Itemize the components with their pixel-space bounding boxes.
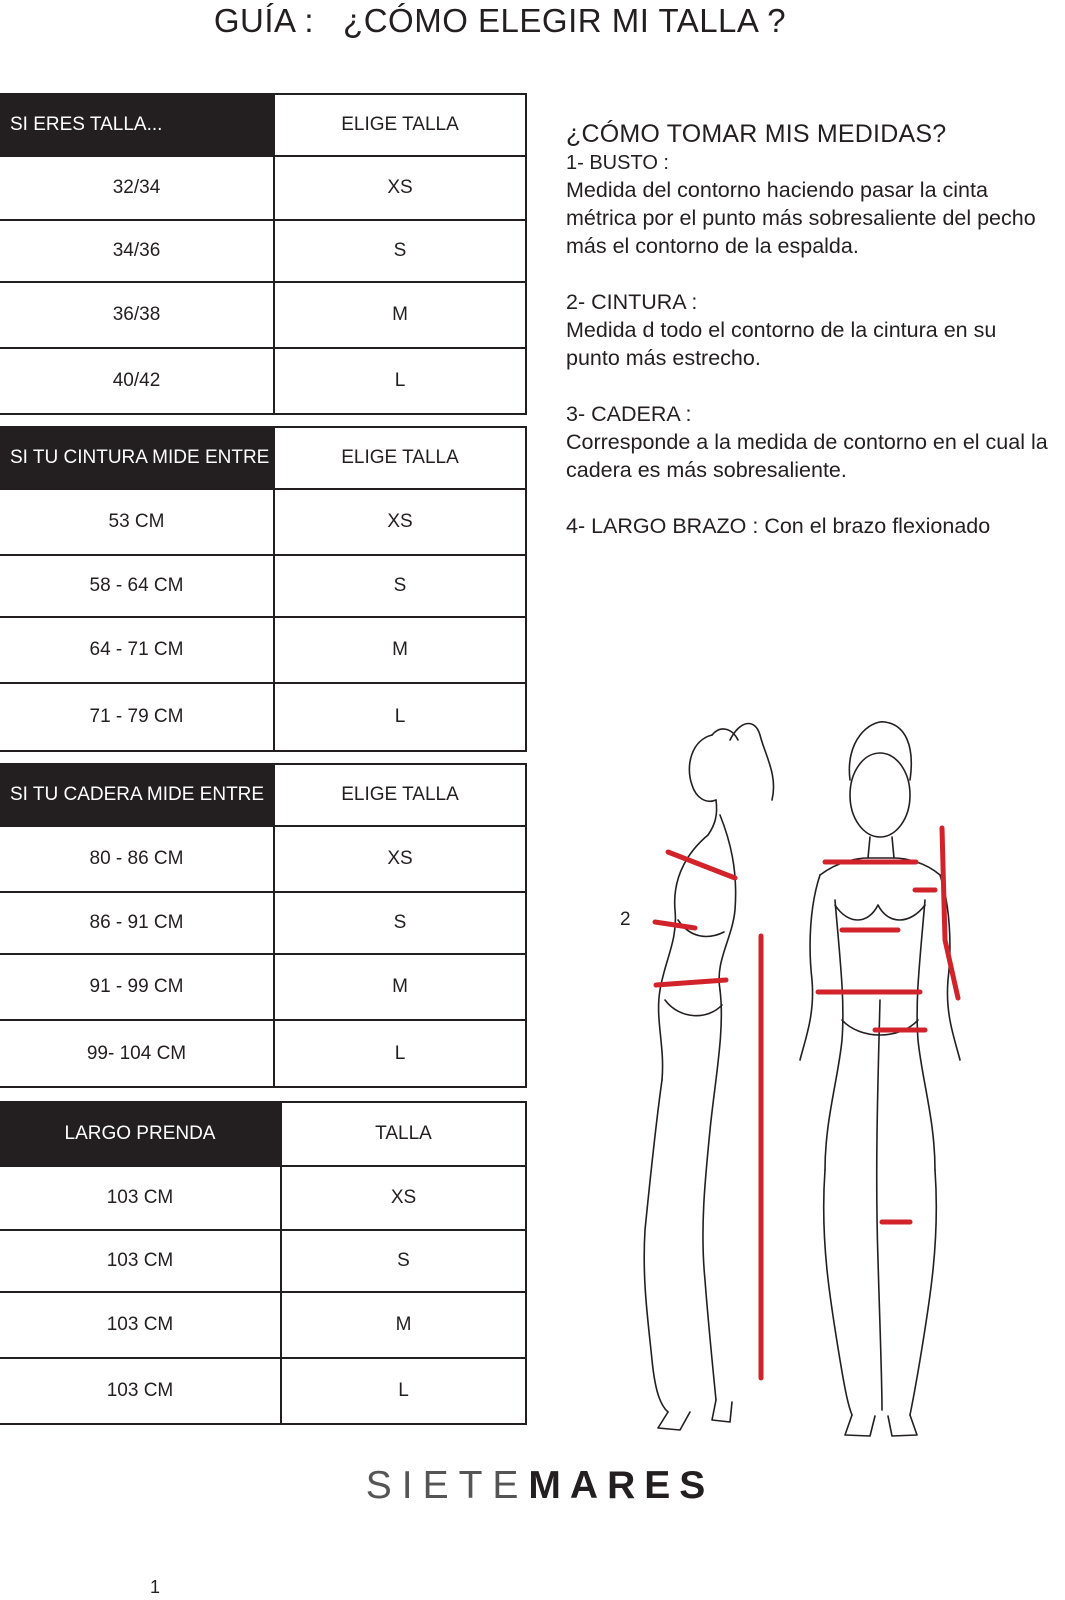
table-cell: M (281, 1292, 526, 1358)
table-row (0, 954, 526, 1020)
table-header-cell: ELIGE TALLA (274, 764, 526, 826)
table-cell: XS (274, 489, 526, 555)
table-row (0, 1166, 526, 1230)
table-cell: M (274, 282, 526, 348)
table-cell: L (274, 683, 526, 751)
table-cell: L (274, 348, 526, 414)
table-header-row (0, 427, 526, 489)
table-row (0, 220, 526, 282)
table-row (0, 1230, 526, 1292)
table-cell: S (274, 220, 526, 282)
table-cell: L (274, 1020, 526, 1087)
hip-title: 3- CADERA : (566, 402, 692, 426)
table-row (0, 156, 526, 220)
brand-logo (360, 1460, 720, 1512)
table-header-cell: ELIGE TALLA (274, 94, 526, 156)
length-table (0, 1101, 527, 1425)
table-row (0, 555, 526, 617)
brand-light: SIETE (365, 1464, 529, 1507)
table-cell: 40/42 (0, 348, 274, 414)
table-header-cell: TALLA (281, 1102, 526, 1166)
figure-label: 2 (620, 909, 631, 930)
table-cell: 80 - 86 CM (0, 826, 274, 892)
table-cell: S (281, 1230, 526, 1292)
table-row (0, 1292, 526, 1358)
table-header-row (0, 764, 526, 826)
arm-text: 4- LARGO BRAZO : Con el brazo flexionado (566, 514, 991, 538)
table-row (0, 617, 526, 683)
table-cell: 99- 104 CM (0, 1020, 274, 1087)
table-row (0, 892, 526, 954)
waist-text: Medida d todo el contorno de la cintura en su punto más estrecho. (566, 318, 997, 370)
table-header-cell: SI TU CADERA MIDE ENTRE (0, 764, 274, 826)
waist-table (0, 426, 527, 752)
table-row (0, 1020, 526, 1087)
table-row (0, 489, 526, 555)
table-cell: 58 - 64 CM (0, 555, 274, 617)
table-cell: 53 CM (0, 489, 274, 555)
table-cell: 103 CM (0, 1292, 281, 1358)
table-header-cell: ELIGE TALLA (274, 427, 526, 489)
table-cell: 71 - 79 CM (0, 683, 274, 751)
brand-bold: MARES (528, 1464, 715, 1507)
table-cell: 34/36 (0, 220, 274, 282)
table-cell: XS (274, 156, 526, 220)
table-header-row (0, 1102, 526, 1166)
size-table (0, 93, 527, 415)
table-cell: 64 - 71 CM (0, 617, 274, 683)
table-header-cell: LARGO PRENDA (0, 1102, 281, 1166)
bust-text: Medida del contorno haciendo pasar la cinta métrica por el punto más sobresaliente del pecho más el contorno de la espalda. (566, 178, 1036, 258)
table-header-cell: SI ERES TALLA... (0, 94, 274, 156)
table-cell: 103 CM (0, 1230, 281, 1292)
table-cell: 103 CM (0, 1358, 281, 1424)
table-cell: L (281, 1358, 526, 1424)
table-row (0, 826, 526, 892)
page-title: GUÍA : ¿CÓMO ELEGIR MI TALLA ? (213, 2, 787, 39)
bust-title: 1- BUSTO : (566, 152, 669, 174)
table-row (0, 1358, 526, 1424)
table-cell: 36/38 (0, 282, 274, 348)
hip-text: Corresponde a la medida de contorno en el cual la cadera es más sobresaliente. (566, 430, 1048, 482)
table-header-row (0, 94, 526, 156)
page-number: 1 (150, 1577, 161, 1597)
table-cell: S (274, 892, 526, 954)
waist-title: 2- CINTURA : (566, 290, 698, 314)
table-cell: M (274, 617, 526, 683)
hip-table (0, 763, 527, 1088)
table-cell: XS (281, 1166, 526, 1230)
table-cell: S (274, 555, 526, 617)
table-cell: 86 - 91 CM (0, 892, 274, 954)
body-measure-illustration (620, 700, 1020, 1445)
table-cell: 91 - 99 CM (0, 954, 274, 1020)
table-cell: 103 CM (0, 1166, 281, 1230)
table-cell: 32/34 (0, 156, 274, 220)
measure-heading: ¿CÓMO TOMAR MIS MEDIDAS? (566, 120, 947, 148)
table-row (0, 683, 526, 751)
table-header-cell: SI TU CINTURA MIDE ENTRE (0, 427, 274, 489)
table-cell: XS (274, 826, 526, 892)
table-cell: M (274, 954, 526, 1020)
table-row (0, 282, 526, 348)
table-row (0, 348, 526, 414)
measure-instructions (566, 118, 1056, 540)
